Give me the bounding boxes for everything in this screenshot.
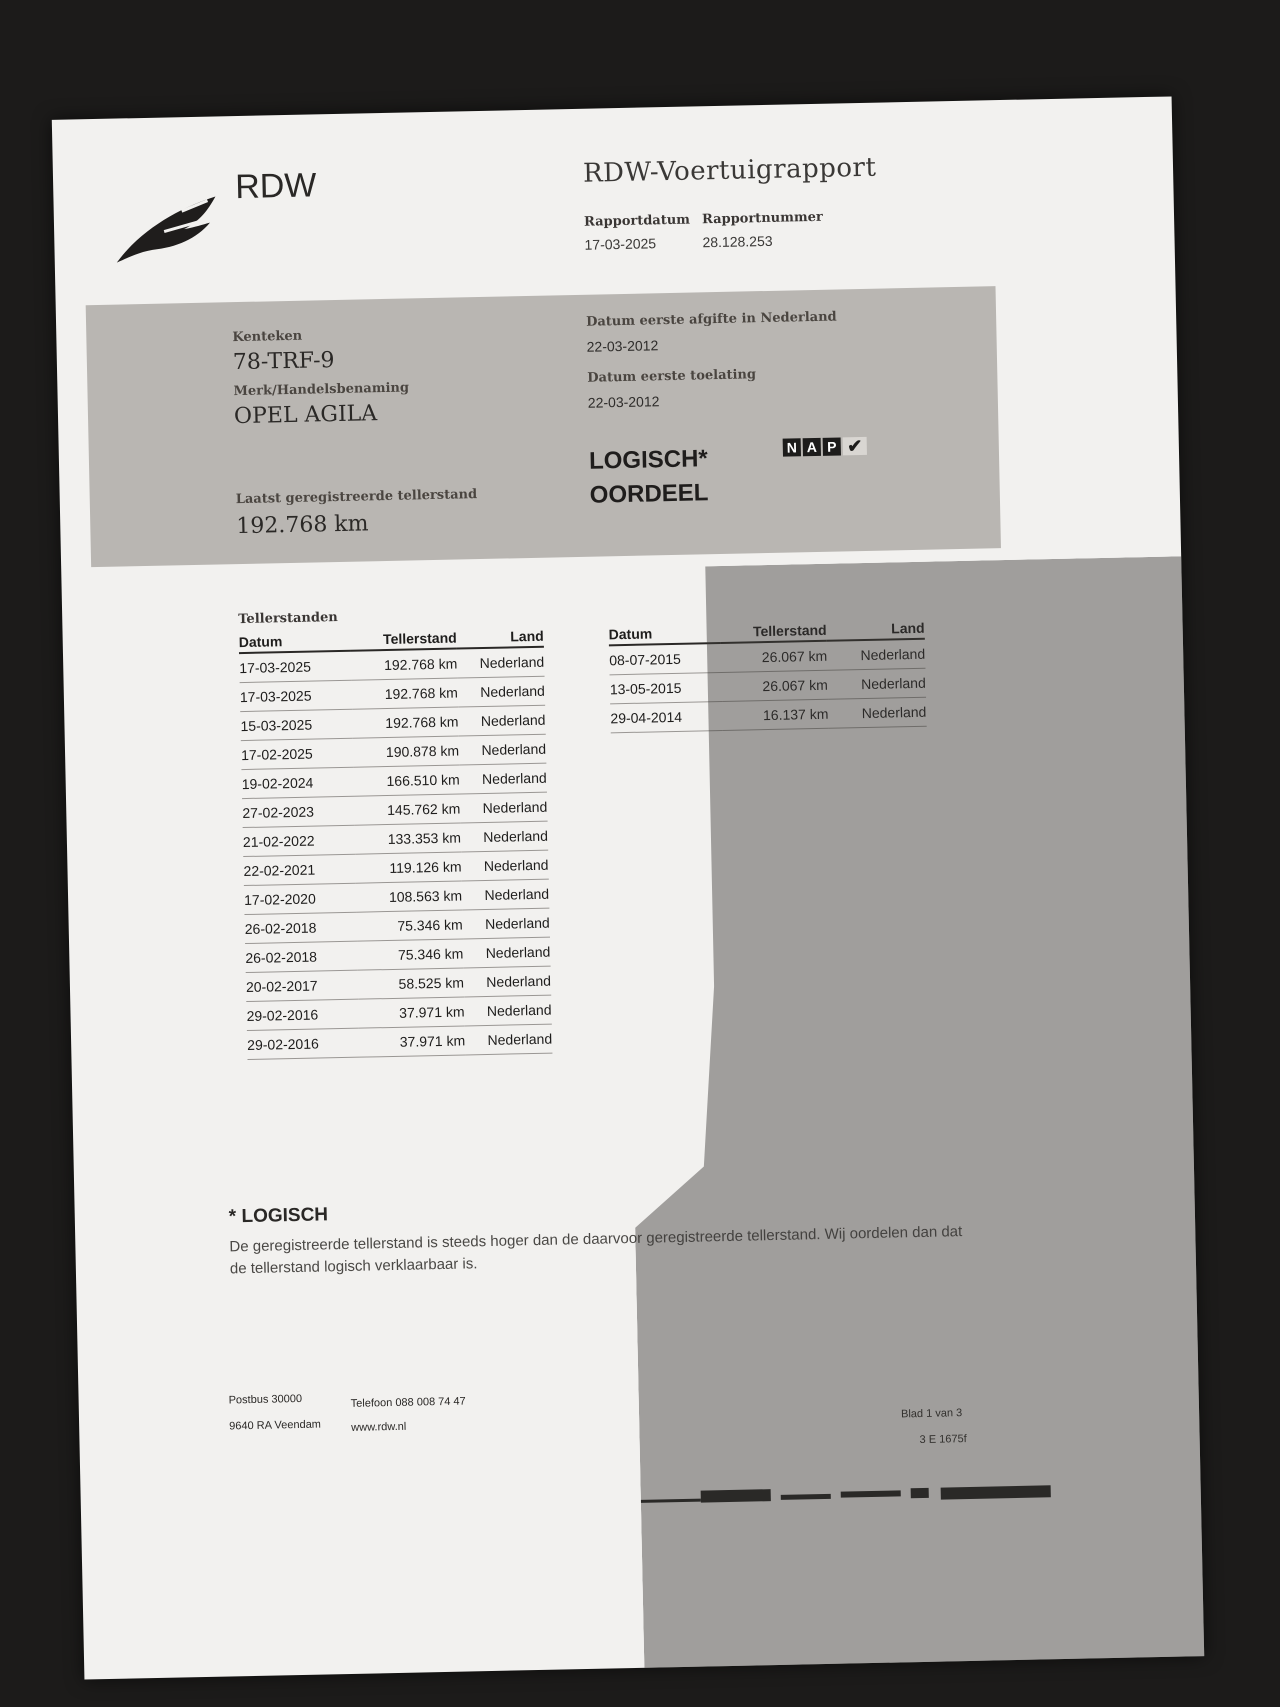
readings-table-left [239, 624, 553, 1060]
reading-date: 22-02-2021 [243, 854, 356, 885]
reading-date: 26-02-2018 [244, 912, 357, 943]
reading-km: 75.346 km [357, 939, 464, 970]
footer-address-1: Postbus 30000 [228, 1392, 303, 1407]
table-row [610, 697, 927, 733]
footnote-title: * LOGISCH [228, 1204, 329, 1228]
reading-date: 26-02-2018 [245, 941, 358, 972]
reading-date: 20-02-2017 [246, 970, 359, 1001]
reading-date: 17-02-2025 [241, 738, 354, 769]
reading-km: 119.126 km [355, 852, 462, 883]
reading-km: 133.353 km [355, 823, 462, 854]
verdict-line-2: OORDEEL [589, 479, 709, 509]
footer-phone: Telefoon 088 008 74 47 [350, 1395, 466, 1410]
reading-country: Nederland [465, 1024, 553, 1055]
rdw-feather-logo-icon [111, 186, 233, 268]
reading-country: Nederland [457, 647, 545, 678]
reading-country: Nederland [827, 639, 926, 671]
plate-number: 78-TRF-9 [232, 348, 335, 376]
header-reading: Tellerstand [720, 618, 826, 643]
report-number-label: Rapportnummer [701, 209, 823, 228]
footer-website: www.rdw.nl [351, 1420, 407, 1434]
reading-km: 37.971 km [358, 997, 465, 1028]
header-date: Datum [608, 620, 720, 645]
report-date-label: Rapportdatum [583, 212, 691, 230]
odometer-value: 192.768 km [236, 511, 369, 540]
document-code: 3 E 1675f [919, 1433, 967, 1447]
reading-km: 166.510 km [353, 765, 460, 796]
reading-date: 17-03-2025 [239, 651, 352, 683]
header-date: Datum [239, 628, 351, 653]
reading-country: Nederland [464, 995, 552, 1026]
readings-table-right [608, 616, 926, 734]
reading-date: 29-02-2016 [247, 1028, 360, 1059]
odometer-verdict [589, 442, 709, 512]
checkmark-icon: ✔ [843, 437, 867, 455]
reading-km: 192.768 km [352, 678, 459, 709]
nap-letter-n: N [783, 438, 801, 456]
report-page [52, 96, 1204, 1679]
nap-letter-a: A [803, 438, 821, 456]
page-number: Blad 1 van 3 [900, 1407, 963, 1421]
first-issue-nl-label: Datum eerste afgifte in Nederland [585, 309, 837, 330]
reading-date: 29-02-2016 [246, 999, 359, 1030]
reading-date: 21-02-2022 [243, 825, 356, 856]
table-row [247, 1024, 553, 1059]
header-country: Land [456, 624, 543, 649]
reading-date: 19-02-2024 [241, 767, 354, 798]
header-reading: Tellerstand [350, 626, 456, 651]
reading-date: 08-07-2015 [609, 643, 722, 675]
make-model: OPEL AGILA [233, 401, 378, 430]
reading-km: 16.137 km [722, 699, 829, 730]
reading-country: Nederland [461, 850, 549, 881]
nap-letter-p: P [823, 437, 841, 455]
reading-km: 26.067 km [721, 641, 828, 673]
reading-km: 108.563 km [356, 881, 463, 912]
reading-date: 17-02-2020 [244, 883, 357, 914]
verdict-line-1: LOGISCH* [588, 445, 708, 475]
reading-country: Nederland [461, 821, 549, 852]
reading-country: Nederland [462, 879, 550, 910]
odometer-label: Laatst geregistreerde tellerstand [235, 487, 478, 508]
plate-label: Kenteken [232, 328, 303, 346]
reading-km: 58.525 km [358, 968, 465, 999]
header-country: Land [826, 616, 924, 641]
reading-country: Nederland [459, 763, 547, 794]
reading-country: Nederland [463, 937, 551, 968]
reading-country: Nederland [462, 908, 550, 939]
brand-name: RDW [234, 166, 317, 207]
reading-country: Nederland [458, 676, 546, 707]
reading-km: 192.768 km [351, 649, 458, 681]
reading-km: 37.971 km [359, 1026, 466, 1057]
document-title: RDW-Voertuigrapport [582, 152, 877, 189]
first-admission-label: Datum eerste toelating [587, 367, 757, 386]
reading-date: 15-03-2025 [240, 709, 353, 740]
first-admission-date: 22-03-2012 [587, 393, 660, 411]
reading-km: 145.762 km [354, 794, 461, 825]
first-issue-nl-date: 22-03-2012 [586, 337, 659, 355]
reading-km: 190.878 km [353, 736, 460, 767]
reading-km: 75.346 km [356, 910, 463, 941]
footer-address-2: 9640 RA Veendam [229, 1418, 322, 1433]
vehicle-summary-band [86, 286, 1001, 567]
nap-badge [783, 437, 867, 457]
reading-country: Nederland [828, 697, 927, 728]
reading-date: 17-03-2025 [240, 680, 353, 711]
reading-country: Nederland [460, 792, 548, 823]
make-label: Merk/Handelsbenaming [233, 380, 410, 400]
reading-date: 13-05-2015 [610, 672, 723, 703]
footnote-text: De geregistreerde tellerstand is steeds hoger dan de daarvoor geregistreerde tellerstand. Wij oordelen dan dat de tellerstand logisch verklaarbaar is. [229, 1223, 963, 1278]
report-number: 28.128.253 [702, 232, 773, 251]
barcode-marks-icon [641, 1479, 1061, 1512]
reading-date: 27-02-2023 [242, 796, 355, 827]
reading-country: Nederland [459, 734, 547, 765]
report-date: 17-03-2025 [584, 235, 657, 253]
reading-country: Nederland [458, 705, 546, 736]
readings-title: Tellerstanden [238, 610, 338, 628]
reading-country: Nederland [464, 966, 552, 997]
reading-country: Nederland [827, 668, 926, 699]
reading-km: 192.768 km [352, 707, 459, 738]
reading-date: 29-04-2014 [610, 701, 723, 732]
reading-km: 26.067 km [722, 670, 829, 701]
